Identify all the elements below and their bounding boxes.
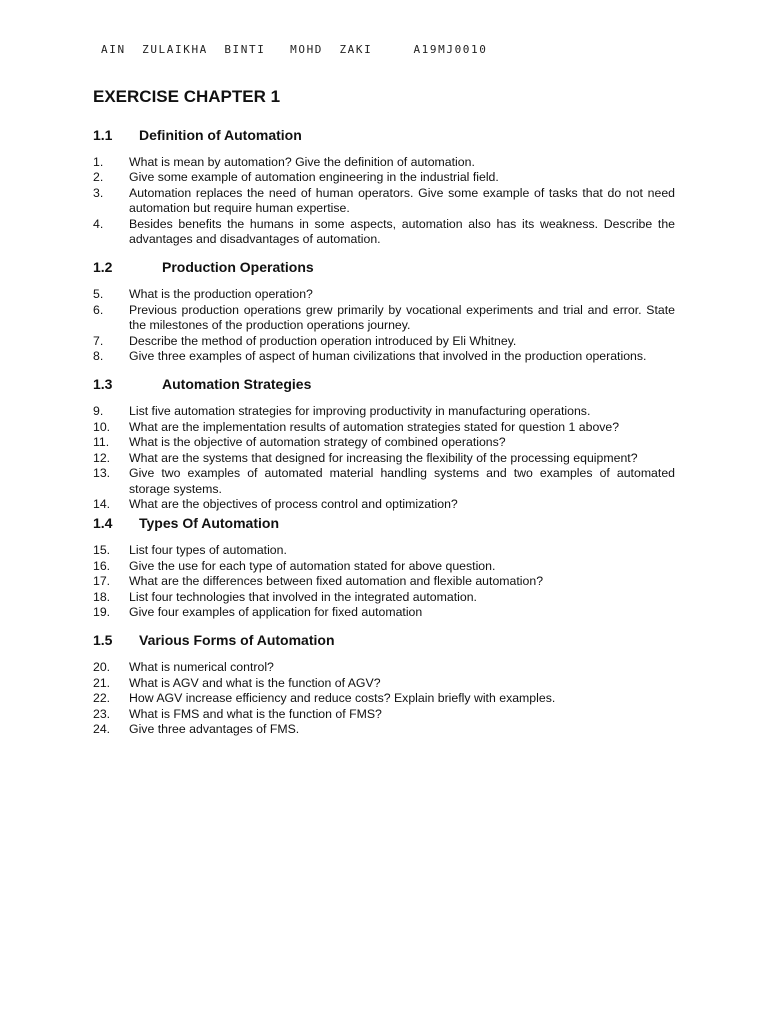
question-number: 20. <box>93 660 111 675</box>
section-1-4 <box>93 512 675 620</box>
question-number: 5. <box>93 287 104 302</box>
question-text: Give four examples of application for fixed automation <box>129 604 423 619</box>
question-number: 1. <box>93 155 104 169</box>
question-text: What are the objectives of process control and optimization? <box>129 496 458 511</box>
question-item <box>93 660 675 675</box>
section-heading <box>93 373 675 395</box>
handwritten-header: AIN ZULAIKHA BINTI MOHD ZAKI A19MJ0010 <box>101 43 488 56</box>
question-number: 21. <box>93 675 111 690</box>
question-item <box>93 691 675 706</box>
question-text: What is mean by automation? Give the definition of automation. <box>129 155 475 169</box>
section-number: 1.5 <box>93 632 113 649</box>
question-item <box>93 155 675 170</box>
question-text: Give two examples of automated material handling systems and two examples of automated storage systems. <box>129 466 675 496</box>
section-title: Definition of Automation <box>139 127 302 143</box>
question-list <box>93 155 675 247</box>
question-text: What is the objective of automation strategy of combined operations? <box>129 435 506 450</box>
question-item <box>93 334 675 349</box>
question-number: 22. <box>93 691 111 706</box>
question-number: 10. <box>93 419 111 434</box>
question-number: 15. <box>93 543 111 558</box>
question-number: 18. <box>93 589 111 604</box>
question-item <box>93 186 675 217</box>
question-number: 13. <box>93 466 111 481</box>
question-item <box>93 303 675 334</box>
exercise-content <box>93 124 675 737</box>
question-list <box>93 404 675 512</box>
question-number: 8. <box>93 349 104 364</box>
question-text: What are the implementation results of automation strategies stated for question 1 above? <box>129 419 620 434</box>
question-number: 19. <box>93 604 111 619</box>
question-item <box>93 217 675 248</box>
question-item <box>93 349 675 364</box>
question-item <box>93 497 675 512</box>
question-number: 16. <box>93 558 111 573</box>
question-number: 4. <box>93 216 104 231</box>
question-text: What are the differences between fixed automation and flexible automation? <box>129 574 544 589</box>
question-list <box>93 287 675 364</box>
question-text: List five automation strategies for improving productivity in manufacturing operations. <box>129 404 591 419</box>
question-text: How AGV increase efficiency and reduce costs? Explain briefly with examples. <box>129 691 556 706</box>
question-number: 7. <box>93 333 104 348</box>
question-item <box>93 170 675 185</box>
question-number: 11. <box>93 435 110 450</box>
section-number: 1.1 <box>93 127 113 143</box>
section-heading <box>93 124 675 146</box>
question-item <box>93 451 675 466</box>
question-text: What is the production operation? <box>129 287 313 302</box>
question-text: List four technologies that involved in the integrated automation. <box>129 589 477 604</box>
question-item <box>93 676 675 691</box>
question-text: Give three examples of aspect of human civilizations that involved in the production operations. <box>129 349 647 364</box>
question-text: Give three advantages of FMS. <box>129 721 300 736</box>
section-heading <box>93 629 675 651</box>
question-text: Besides benefits the humans in some aspects, automation also has its weakness. Describe the advantages and disadvantages of automation. <box>129 216 675 247</box>
question-number: 14. <box>93 496 111 511</box>
section-heading <box>93 256 675 278</box>
section-1-2 <box>93 256 675 364</box>
section-number: 1.2 <box>93 259 113 276</box>
section-title: Types Of Automation <box>139 515 279 532</box>
question-text: Automation replaces the need of human operators. Give some example of tasks that do not need automation but require human expertise. <box>129 185 675 216</box>
question-text: Give the use for each type of automation stated for above question. <box>129 558 496 573</box>
question-number: 9. <box>93 404 104 419</box>
question-item <box>93 287 675 302</box>
question-list <box>93 543 675 620</box>
section-1-3 <box>93 373 675 512</box>
question-number: 17. <box>93 574 111 589</box>
section-1-5 <box>93 629 675 737</box>
question-text: What is numerical control? <box>129 660 274 675</box>
question-item <box>93 559 675 574</box>
question-item <box>93 543 675 558</box>
question-item <box>93 590 675 605</box>
section-number: 1.4 <box>93 515 113 532</box>
section-title: Automation Strategies <box>162 376 312 393</box>
question-item <box>93 420 675 435</box>
question-number: 2. <box>93 170 104 185</box>
question-text: What are the systems that designed for increasing the flexibility of the processing equipment? <box>129 450 638 465</box>
question-item <box>93 707 675 722</box>
section-number: 1.3 <box>93 376 113 393</box>
question-item <box>93 574 675 589</box>
question-text: What is FMS and what is the function of FMS? <box>129 706 382 721</box>
question-item <box>93 722 675 737</box>
question-number: 6. <box>93 302 104 317</box>
question-item <box>93 605 675 620</box>
question-text: Describe the method of production operation introduced by Eli Whitney. <box>129 333 517 348</box>
question-text: Give some example of automation engineering in the industrial field. <box>129 170 499 185</box>
section-title: Production Operations <box>162 259 314 276</box>
question-item <box>93 466 675 497</box>
section-title: Various Forms of Automation <box>139 632 335 649</box>
question-list <box>93 660 675 737</box>
question-text: What is AGV and what is the function of AGV? <box>129 675 381 690</box>
question-text: Previous production operations grew primarily by vocational experiments and trial and error. State the milestones of the production operations journey. <box>129 302 675 333</box>
question-item <box>93 404 675 419</box>
section-heading <box>93 512 675 534</box>
question-number: 24. <box>93 721 111 736</box>
question-text: List four types of automation. <box>129 543 287 558</box>
question-number: 3. <box>93 185 104 200</box>
question-number: 23. <box>93 706 111 721</box>
page-title: EXERCISE CHAPTER 1 <box>93 87 281 106</box>
question-item <box>93 435 675 450</box>
question-number: 12. <box>93 450 111 465</box>
section-1-1 <box>93 124 675 247</box>
